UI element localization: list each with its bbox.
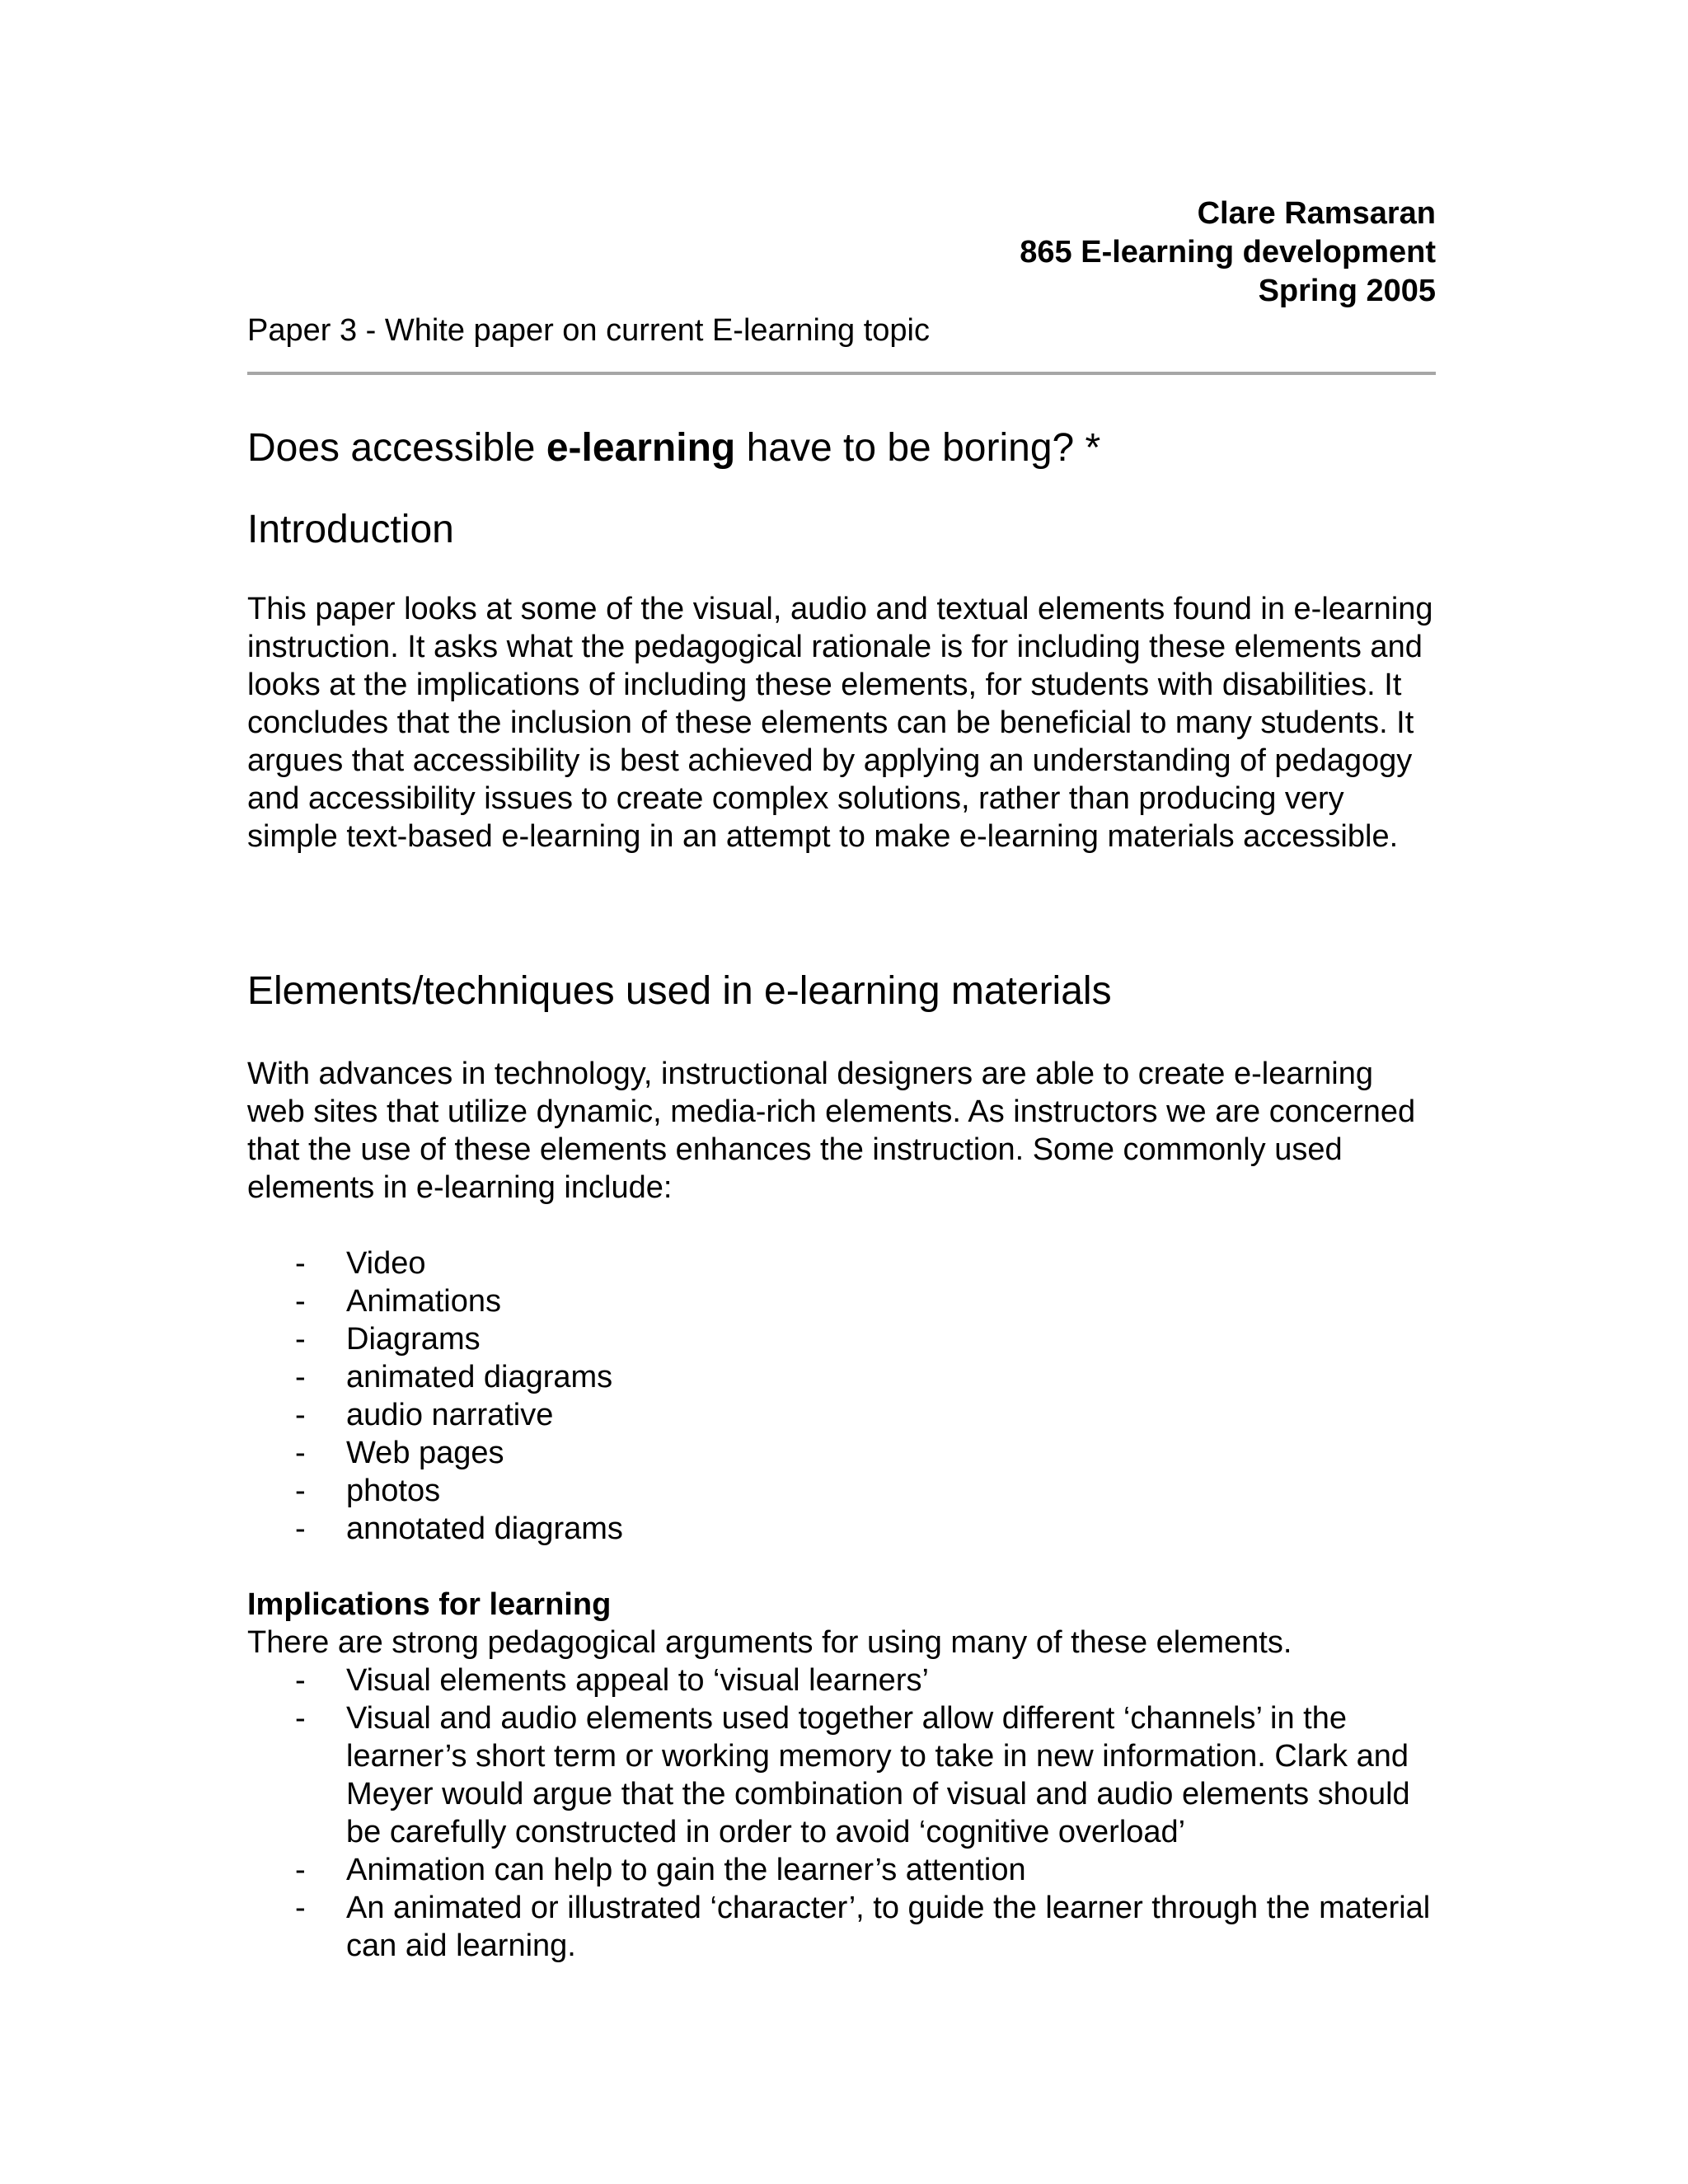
author-name: Clare Ramsaran: [1197, 196, 1436, 231]
list-item: - Animation can help to gain the learner’s attention: [295, 1853, 1026, 1887]
implications-heading: Implications for learning: [247, 1587, 612, 1622]
list-item: - photos: [295, 1474, 441, 1508]
elements-list: [247, 1244, 1436, 1548]
bullet-dash: -: [295, 1246, 306, 1281]
implications-intro: There are strong pedagogical arguments for using many of these elements.: [247, 1625, 1292, 1660]
title-bold: e-learning: [546, 426, 736, 470]
list-item: - Video: [295, 1246, 426, 1281]
paper-title: [247, 424, 1436, 473]
list-item: - An animated or illustrated ‘character’, to guide the learner through the material can aid learning.: [295, 1891, 1431, 1963]
list-item: - animated diagrams: [295, 1360, 613, 1394]
bullet-dash: -: [295, 1891, 306, 1925]
bullet-dash: -: [295, 1284, 306, 1319]
title-before: Does accessible: [247, 426, 546, 470]
list-item: - Visual elements appeal to ‘visual learners’: [295, 1663, 929, 1698]
introduction-heading: Introduction: [247, 508, 454, 551]
list-item: - Animations: [295, 1284, 501, 1319]
elements-heading: Elements/techniques used in e-learning materials: [247, 969, 1112, 1013]
elements-paragraph: With advances in technology, instructional designers are able to create e-learning web sites that utilize dynamic, media-rich elements. As instructors we are concerned that the use of these elements enhances the instruction. Some commonly used elements in e-learning include:: [247, 1057, 1416, 1205]
paper-label: Paper 3 - White paper on current E-learning topic: [247, 313, 930, 348]
bullet-dash: -: [295, 1663, 306, 1698]
bullet-dash: -: [295, 1360, 306, 1394]
bullet-dash: -: [295, 1511, 306, 1546]
term: Spring 2005: [1258, 274, 1436, 308]
implications-list: [247, 1661, 1436, 1965]
list-item: - Visual and audio elements used together allow different ‘channels’ in the learner’s short term or working memory to take in new information. Clark and Meyer would argue that the combination of visual and audio elements should be carefully constructed in order to avoid ‘cognitive overload’: [295, 1701, 1410, 1849]
bullet-dash: -: [295, 1853, 306, 1887]
bullet-dash: -: [295, 1398, 306, 1432]
course-name: 865 E-learning development: [1020, 235, 1436, 269]
list-item: - annotated diagrams: [295, 1511, 623, 1546]
title-after: have to be boring? *: [735, 426, 1101, 470]
bullet-dash: -: [295, 1322, 306, 1357]
bullet-dash: -: [295, 1474, 306, 1508]
header-author-block: [1020, 194, 1436, 311]
list-item: - audio narrative: [295, 1398, 554, 1432]
bullet-dash: -: [295, 1701, 306, 1736]
bullet-dash: -: [295, 1436, 306, 1470]
list-item: - Web pages: [295, 1436, 504, 1470]
introduction-paragraph: This paper looks at some of the visual, audio and textual elements found in e-learning instruction. It asks what the pedagogical rationale is for including these elements and looks at the implications of including these elements, for students with disabilities. It concludes that the inclusion of these elements can be beneficial to many students. It argues that accessibility is best achieved by applying an understanding of pedagogy and accessibility issues to create complex solutions, rather than producing very simple text-based e-learning in an attempt to make e-learning materials accessible.: [247, 592, 1433, 854]
list-item: - Diagrams: [295, 1322, 481, 1357]
header-divider: [247, 372, 1436, 375]
